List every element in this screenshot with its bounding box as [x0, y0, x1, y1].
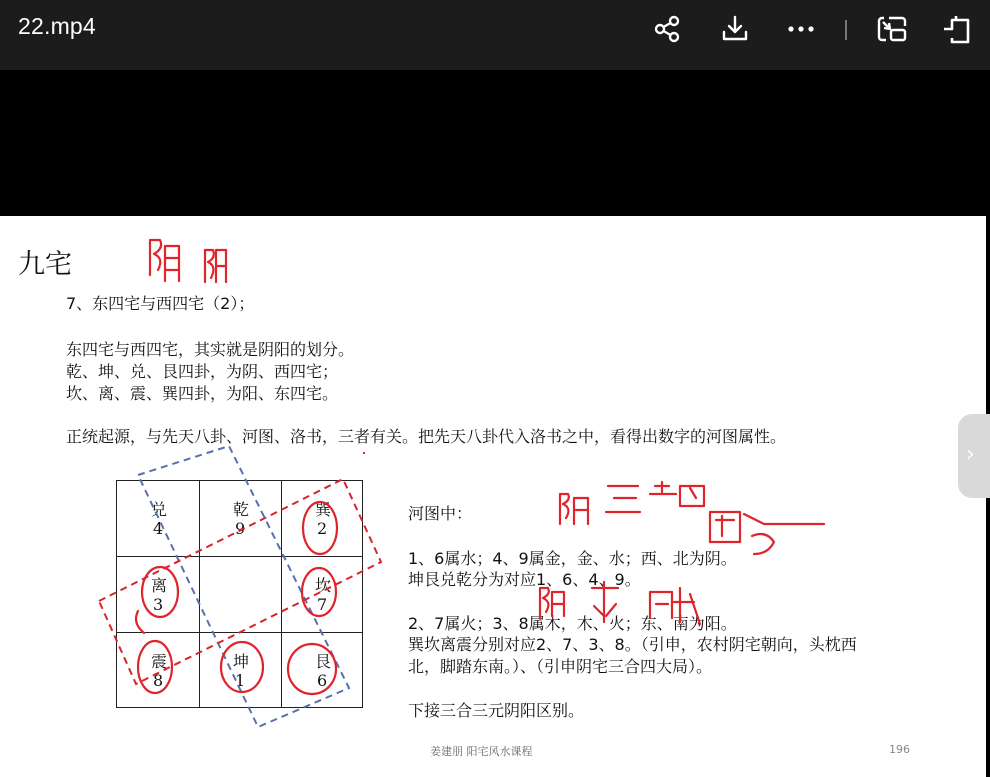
gua-label: 震 [151, 652, 168, 671]
gua-number: 1 [235, 671, 246, 690]
scribble [560, 494, 569, 524]
scribble [574, 498, 588, 524]
hetu-line-5: 北，脚踏东南。）、（引申阴宅三合四大局）。 [408, 657, 713, 676]
slide-line-3: 乾、坤、兑、艮四卦，为阴、西四宅； [66, 362, 339, 381]
gua-number: 9 [235, 519, 246, 538]
side-panel-handle[interactable] [958, 414, 990, 498]
gua-number: 7 [317, 595, 328, 614]
gua-label: 乾 [233, 500, 250, 519]
scribble [205, 250, 214, 282]
gua-label: 兑 [151, 500, 168, 519]
grid-cell [117, 481, 199, 557]
slide-line-1: 7、东四宅与西四宅（2）； [66, 294, 255, 313]
grid-cell [281, 633, 363, 709]
gua-number: 2 [317, 519, 328, 538]
picture-in-picture-icon[interactable] [875, 12, 909, 46]
gua-label: 艮 [315, 652, 332, 671]
scribble [710, 512, 740, 542]
scribble [216, 250, 226, 282]
video-player-titlebar [0, 0, 990, 70]
grid-cell [281, 481, 363, 557]
gua-label: 坤 [233, 652, 250, 671]
grid-cell [281, 557, 363, 633]
luoshu-grid [116, 480, 363, 708]
scribble [680, 486, 704, 506]
slide-line-5: 正统起源，与先天八卦、河图、洛书，三者有关。把先天八卦代入洛书之中，看得出数字的河图属性。 [66, 427, 787, 446]
hetu-line-1: 1、6属水；4、9属金，金、水；西、北为阴。 [408, 549, 737, 568]
hetu-line-4: 巽坎离震分别对应2、7、3、8。（引申，农村阴宅朝向，头枕西 [408, 635, 857, 654]
toolbar-separator [845, 20, 847, 40]
scribble [150, 240, 161, 275]
gua-label: 巽 [315, 500, 332, 519]
grid-cell-center [199, 557, 281, 633]
share-icon[interactable] [650, 12, 684, 46]
hetu-line-3: 2、7属火；3、8属木，木、火；东、南为阳。 [408, 614, 737, 633]
gua-label: 坎 [315, 576, 332, 595]
scribble [650, 482, 676, 494]
slide-line-4: 坎、离、震、巽四卦，为阳、东四宅。 [66, 384, 339, 403]
grid-cell [117, 633, 199, 709]
download-icon[interactable] [718, 12, 752, 46]
slide-line-2: 东四宅与西四宅，其实就是阴阳的划分。 [66, 340, 355, 359]
more-icon[interactable] [784, 12, 818, 46]
grid-cell [199, 633, 281, 709]
gua-number: 3 [153, 595, 164, 614]
gua-number: 8 [153, 671, 164, 690]
slide-frame[interactable] [0, 216, 986, 777]
gua-label: 离 [151, 576, 168, 595]
gua-number: 4 [153, 519, 164, 538]
grid-cell [199, 481, 281, 557]
exit-fullscreen-icon[interactable] [942, 12, 976, 46]
chevron-right-icon: › [966, 442, 975, 467]
slide-title: 九宅 [18, 249, 72, 280]
scribble [165, 246, 179, 281]
page-number: 196 [889, 743, 910, 756]
hetu-line-6: 下接三合三元阴阳区别。 [408, 701, 585, 720]
scribble [744, 514, 824, 524]
slide-footer: 姜建朋 阳宅风水课程 [430, 745, 533, 758]
pen-dot [363, 452, 365, 454]
gua-number: 6 [317, 671, 328, 690]
video-title: 22.mp4 [18, 13, 96, 39]
hetu-line-2: 坤艮兑乾分为对应1、6、4、9。 [408, 570, 641, 589]
scribble [752, 534, 774, 554]
hetu-heading: 河图中： [408, 504, 473, 523]
grid-cell [117, 557, 199, 633]
scribble [606, 486, 640, 512]
video-letterbox [0, 70, 990, 216]
